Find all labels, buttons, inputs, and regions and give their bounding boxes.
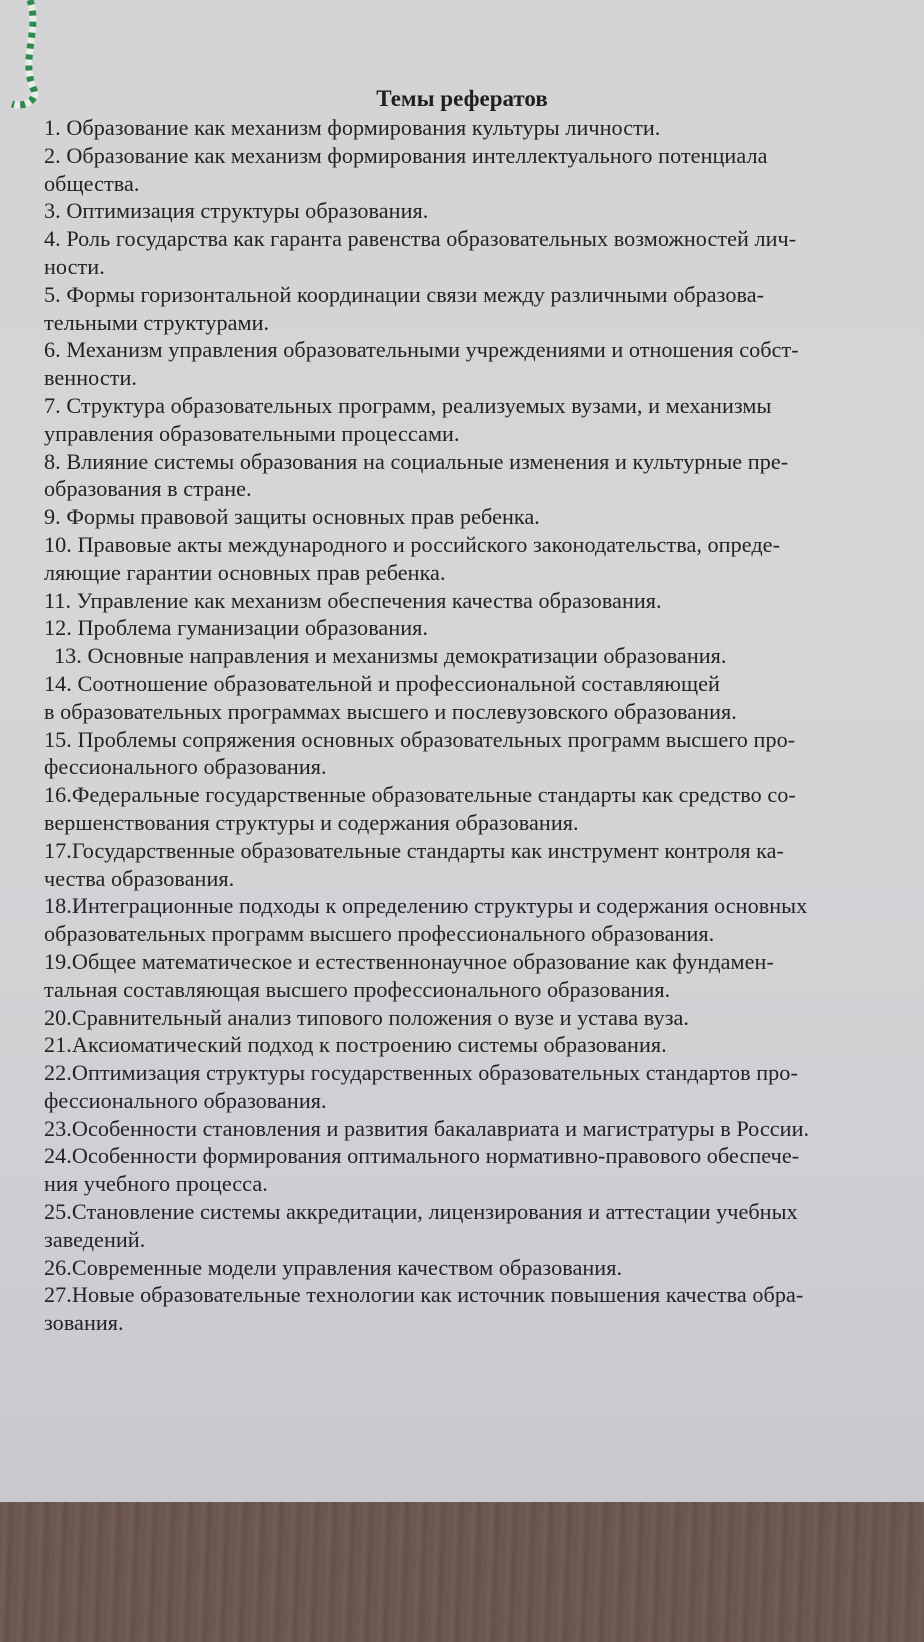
topic-line: общества. [44, 170, 140, 196]
topic-item [44, 1198, 916, 1254]
topic-item [44, 531, 916, 587]
topic-line: чества образования. [44, 865, 235, 891]
topic-item [44, 1115, 916, 1143]
topic-line: 2. Образование как механизм формирования интеллектуального потенциала [44, 142, 768, 168]
topic-item [44, 392, 916, 448]
topic-item [44, 837, 916, 893]
topic-line: управления образовательными процессами. [44, 420, 460, 446]
topic-line: 8. Влияние системы образования на социальные изменения и культурные пре- [44, 448, 789, 474]
topic-line: 4. Роль государства как гаранта равенства образовательных возможностей лич- [44, 226, 797, 252]
topic-line: 12. Проблема гуманизации образования. [44, 615, 429, 641]
topic-line: тальная составляющая высшего профессионального образования. [44, 976, 671, 1002]
topic-line: в образовательных программах высшего и послевузовского образования. [44, 698, 737, 724]
topic-line: 7. Структура образовательных программ, реализуемых вузами, и механизмы [44, 392, 772, 418]
topic-item [44, 448, 916, 504]
topic-item [44, 781, 916, 837]
topic-item [44, 670, 916, 726]
topic-line: 22.Оптимизация структуры государственных образовательных стандартов про- [44, 1060, 798, 1086]
topic-line: образования в стране. [44, 476, 252, 502]
topic-line: 26.Современные модели управления качеством образования. [44, 1254, 623, 1280]
topic-line: 10. Правовые акты международного и российского законодательства, опреде- [44, 531, 781, 557]
topic-item [44, 114, 916, 142]
topic-item [44, 587, 916, 615]
topic-line: вершенствования структуры и содержания образования. [44, 809, 579, 835]
topic-line: 24.Особенности формирования оптимального нормативно-правового обеспече- [44, 1143, 800, 1169]
topic-line: ляющие гарантии основных прав ребенка. [44, 559, 446, 585]
topic-line: 5. Формы горизонтальной координации связи между различными образова- [44, 281, 765, 307]
topic-item [44, 1004, 916, 1032]
topic-item [44, 281, 916, 337]
topic-line: венности. [44, 365, 138, 391]
topic-line: зования. [44, 1310, 124, 1336]
topic-item [44, 892, 916, 948]
topic-line: 25.Становление системы аккредитации, лицензирования и аттестации учебных [44, 1199, 798, 1225]
topic-line: ности. [44, 253, 105, 279]
topic-item [44, 726, 916, 782]
topic-line: 3. Оптимизация структуры образования. [44, 198, 429, 224]
topic-line: 19.Общее математическое и естественнонаучное образование как фундамен- [44, 948, 774, 974]
topic-item [44, 225, 916, 281]
topic-item [44, 1254, 916, 1282]
topic-item [44, 142, 916, 198]
topic-line: 27.Новые образовательные технологии как источник повышения качества обра- [44, 1282, 804, 1308]
topic-item [44, 948, 916, 1004]
topic-item [44, 336, 916, 392]
topic-line: 6. Механизм управления образовательными учреждениями и отношения собст- [44, 337, 799, 363]
topic-line: 23.Особенности становления и развития бакалавриата и магистратуры в России. [44, 1115, 810, 1141]
topic-line: 18.Интеграционные подходы к определению структуры и содержания основных [44, 893, 808, 919]
topic-line: образовательных программ высшего профессионального образования. [44, 921, 715, 947]
topics-list [44, 114, 916, 1337]
topic-line: 1. Образование как механизм формирования культуры личности. [44, 115, 661, 140]
topic-line: тельными структурами. [44, 309, 270, 335]
topic-item [44, 642, 916, 670]
topic-line: 16.Федеральные государственные образовательные стандарты как средство со- [44, 782, 796, 808]
topic-line: 20.Сравнительный анализ типового положения о вузе и устава вуза. [44, 1004, 690, 1030]
topic-line: фессионального образования. [44, 754, 327, 780]
topic-line: 13. Основные направления и механизмы демократизации образования. [54, 643, 727, 669]
topic-line: 9. Формы правовой защиты основных прав ребенка. [44, 504, 540, 530]
topic-line: 17.Государственные образовательные стандарты как инструмент контроля ка- [44, 837, 784, 863]
topic-item [44, 503, 916, 531]
topic-item [44, 1059, 916, 1115]
topic-item [44, 197, 916, 225]
topic-item [44, 1031, 916, 1059]
topic-line: фессионального образования. [44, 1087, 327, 1113]
topic-line: ния учебного процесса. [44, 1171, 268, 1197]
topic-line: 11. Управление как механизм обеспечения качества образования. [44, 587, 662, 613]
topic-line: 14. Соотношение образовательной и профессиональной составляющей [44, 670, 720, 696]
topic-item [44, 1281, 916, 1337]
topic-line: заведений. [44, 1226, 146, 1252]
topic-item [44, 614, 916, 642]
topic-line: 21.Аксиоматический подход к построению системы образования. [44, 1032, 667, 1058]
topic-line: 15. Проблемы сопряжения основных образовательных программ высшего про- [44, 726, 796, 752]
topic-item [44, 1142, 916, 1198]
document-title: Темы рефератов [376, 86, 548, 111]
table-surface [0, 1502, 924, 1642]
